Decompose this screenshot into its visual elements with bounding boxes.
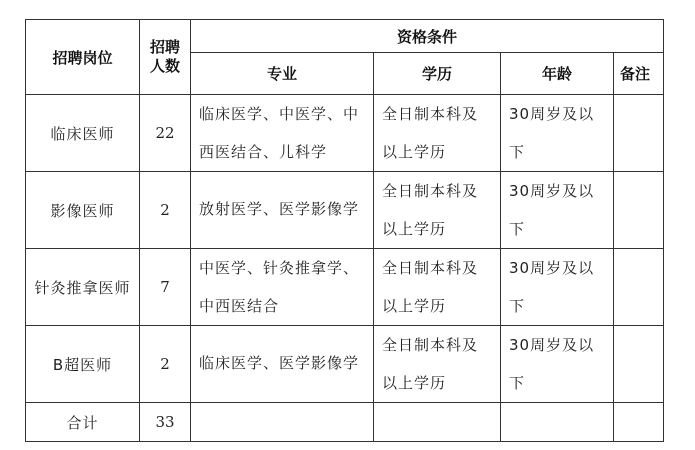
recruitment-table — [25, 19, 664, 442]
cell-major-text: 中医学、针灸推拿学、中西医结合 — [199, 259, 360, 315]
total-age — [501, 403, 614, 442]
cell-education-text: 全日制本科及以上学历 — [382, 105, 479, 161]
cell-age — [501, 172, 614, 249]
cell-major-text: 放射医学、医学影像学 — [199, 200, 360, 218]
cell-education — [374, 249, 501, 326]
header-count-line1: 招聘 — [149, 38, 180, 56]
cell-age-text: 30周岁及以下 — [509, 105, 595, 161]
cell-major — [191, 95, 374, 172]
header-age: 年龄 — [501, 53, 614, 95]
table-row — [26, 326, 664, 403]
cell-count: 22 — [140, 95, 191, 172]
cell-position: 临床医师 — [26, 95, 140, 172]
header-count — [140, 20, 191, 95]
cell-remark — [614, 172, 664, 249]
cell-age — [501, 326, 614, 403]
cell-position: B超医师 — [26, 326, 140, 403]
total-count: 33 — [140, 403, 191, 442]
total-major — [191, 403, 374, 442]
cell-position: 针灸推拿医师 — [26, 249, 140, 326]
cell-age — [501, 249, 614, 326]
cell-education-text: 全日制本科及以上学历 — [382, 182, 479, 238]
cell-education-text: 全日制本科及以上学历 — [382, 259, 479, 315]
table-row — [26, 172, 664, 249]
header-remark: 备注 — [614, 53, 664, 95]
cell-education — [374, 172, 501, 249]
total-remark — [614, 403, 664, 442]
cell-remark — [614, 249, 664, 326]
cell-education — [374, 326, 501, 403]
cell-count: 7 — [140, 249, 191, 326]
header-qualification: 资格条件 — [191, 20, 664, 53]
cell-age-text: 30周岁及以下 — [509, 336, 595, 392]
header-education: 学历 — [374, 53, 501, 95]
cell-remark — [614, 326, 664, 403]
cell-remark — [614, 95, 664, 172]
cell-age — [501, 95, 614, 172]
cell-education-text: 全日制本科及以上学历 — [382, 336, 479, 392]
cell-major — [191, 249, 374, 326]
total-row — [26, 403, 664, 442]
header-position: 招聘岗位 — [26, 20, 140, 95]
cell-position: 影像医师 — [26, 172, 140, 249]
cell-count: 2 — [140, 326, 191, 403]
cell-education — [374, 95, 501, 172]
cell-count: 2 — [140, 172, 191, 249]
table-row — [26, 249, 664, 326]
total-label: 合计 — [26, 403, 140, 442]
cell-major-text: 临床医学、中医学、中西医结合、儿科学 — [199, 105, 360, 161]
cell-major-text: 临床医学、医学影像学 — [199, 354, 360, 372]
cell-major — [191, 326, 374, 403]
total-education — [374, 403, 501, 442]
cell-age-text: 30周岁及以下 — [509, 259, 595, 315]
header-row-1 — [26, 20, 664, 53]
table-row — [26, 95, 664, 172]
cell-major — [191, 172, 374, 249]
cell-age-text: 30周岁及以下 — [509, 182, 595, 238]
header-major: 专业 — [191, 53, 374, 95]
header-count-line2: 人数 — [149, 57, 180, 75]
